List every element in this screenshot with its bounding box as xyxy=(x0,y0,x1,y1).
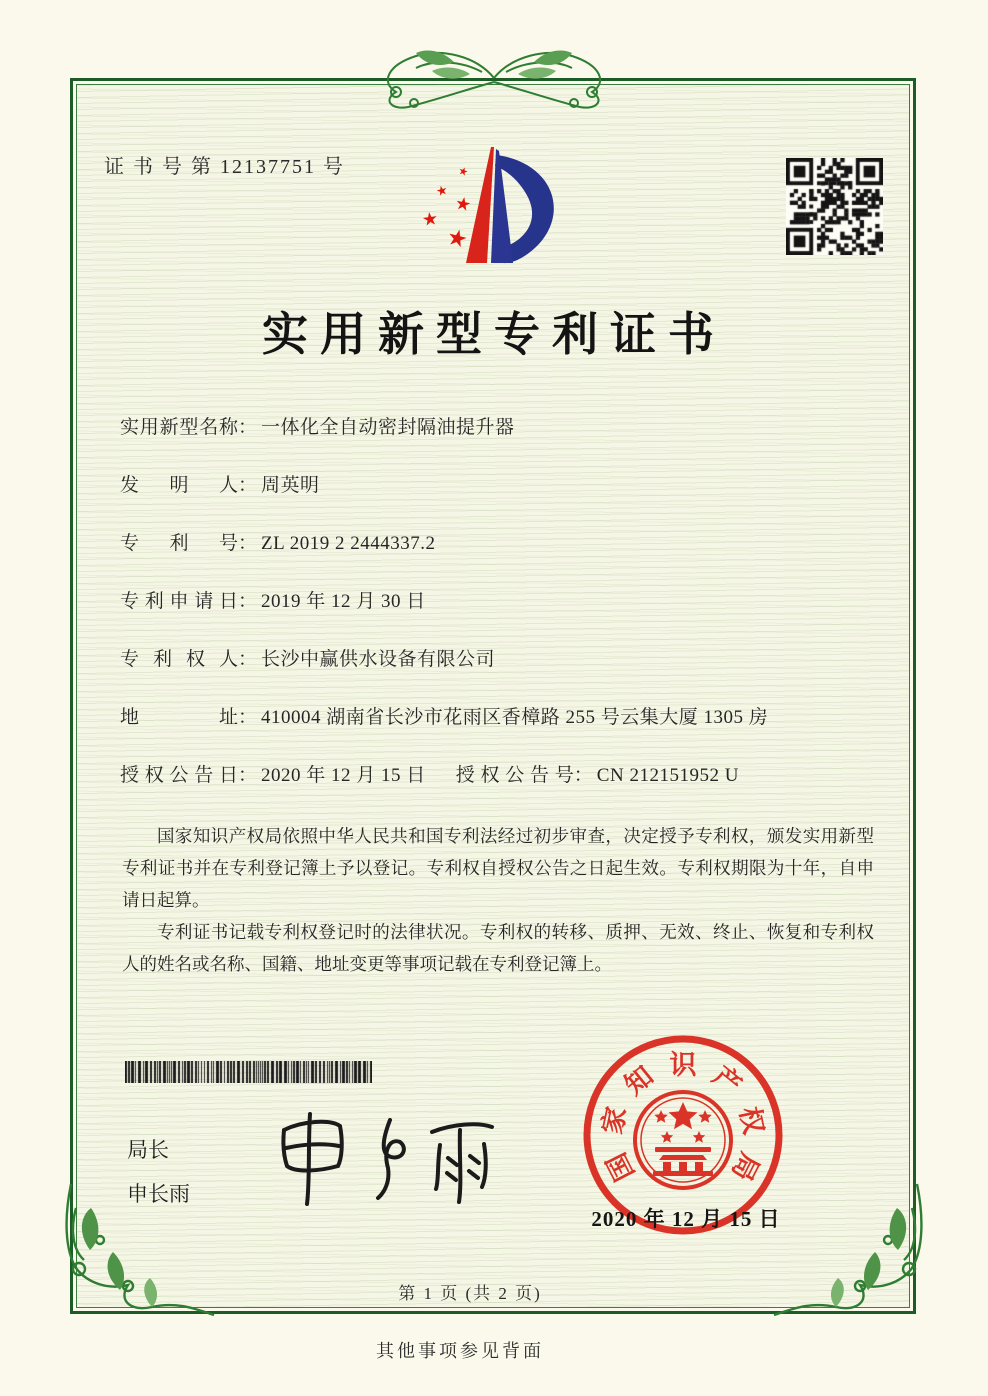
field-row xyxy=(120,763,880,821)
seal-character: 识 xyxy=(669,1050,697,1080)
cnipa-patent-logo-icon xyxy=(400,143,600,295)
field-label: 授权公告号 xyxy=(455,765,574,786)
legal-paragraph: 国家知识产权局依照中华人民共和国专利法经过初步审查，决定授予专利权，颁发实用新型专利证书并在专利登记簿上予以登记。专利权自授权公告之日起生效。专利权期限为十年，自申请日起算。 xyxy=(122,826,874,910)
logo-star-icon: ★ xyxy=(453,192,473,216)
seal-character: 知 xyxy=(619,1060,659,1101)
field-value: 2020 年 12 月 15 日 xyxy=(261,765,426,786)
seal-character: 权 xyxy=(733,1104,769,1137)
field-value: 一体化全自动密封隔油提升器 xyxy=(261,417,515,438)
logo-star-icon: ★ xyxy=(444,223,471,254)
field-row xyxy=(120,531,880,589)
field-row xyxy=(120,589,880,647)
field-pair xyxy=(120,475,320,496)
field-pair xyxy=(120,533,436,554)
field-row xyxy=(120,647,880,705)
legal-text xyxy=(122,820,874,980)
logo-star-icon: ★ xyxy=(456,164,470,180)
field-pair xyxy=(120,649,495,670)
field-pair xyxy=(120,591,426,612)
back-side-note: 其他事项参见背面 xyxy=(376,1341,544,1361)
field-pair xyxy=(120,417,515,438)
field-colon: ： xyxy=(238,417,258,438)
field-label: 实用新型名称 xyxy=(120,417,238,438)
director-signature-icon xyxy=(262,1100,512,1218)
border-ornament-top-icon xyxy=(330,40,658,116)
field-colon: ： xyxy=(238,533,258,554)
field-colon: ： xyxy=(238,475,258,496)
national-emblem-icon xyxy=(653,1102,713,1176)
logo-star-icon: ★ xyxy=(420,207,440,231)
page-number-label: 第 1 页 (共 2 页) xyxy=(398,1284,542,1303)
field-rows xyxy=(120,415,880,821)
field-colon: ： xyxy=(238,649,258,670)
field-row xyxy=(120,473,880,531)
field-label: 专利权人 xyxy=(120,649,238,670)
field-pair xyxy=(456,765,739,786)
field-colon: ： xyxy=(238,765,258,786)
field-value: ZL 2019 2 2444337.2 xyxy=(261,533,436,554)
border-ornament-bottom-right-icon xyxy=(768,1178,932,1330)
seal-character: 产 xyxy=(707,1060,747,1101)
director-title: 局长 xyxy=(127,1138,169,1162)
field-value: 2019 年 12 月 30 日 xyxy=(261,591,426,612)
field-colon: ： xyxy=(573,765,593,786)
certificate-number: 证 书 号 第 12137751 号 xyxy=(104,156,345,178)
field-label: 授权公告日 xyxy=(120,765,238,786)
seal-character: 局 xyxy=(725,1147,765,1186)
field-row xyxy=(120,415,880,473)
field-pair xyxy=(120,765,426,786)
logo-star-icon: ★ xyxy=(434,181,450,200)
field-label: 发明人 xyxy=(120,475,238,496)
field-colon: ： xyxy=(238,707,258,728)
field-value: CN 212151952 U xyxy=(596,765,739,786)
legal-paragraph: 专利证书记载专利权登记时的法律状况。专利权的转移、质押、无效、终止、恢复和专利权人的姓名或名称、国籍、地址变更等事项记载在专利登记簿上。 xyxy=(122,922,874,974)
field-label: 地址 xyxy=(120,707,238,728)
field-colon: ： xyxy=(238,591,258,612)
director-name: 申长雨 xyxy=(127,1182,190,1206)
field-value: 周英明 xyxy=(261,475,320,496)
field-row xyxy=(120,705,880,763)
qr-code-icon xyxy=(786,158,883,255)
field-label: 专利申请日 xyxy=(120,591,238,612)
field-pair xyxy=(120,707,768,728)
field-value: 410004 湖南省长沙市花雨区香樟路 255 号云集大厦 1305 房 xyxy=(261,707,769,728)
seal-date: 2020 年 12 月 15 日 xyxy=(591,1207,781,1231)
seal-character: 家 xyxy=(597,1104,633,1137)
barcode-icon xyxy=(125,1061,372,1083)
certificate-title: 实用新型专利证书 xyxy=(262,309,726,360)
field-label: 专利号 xyxy=(120,533,238,554)
seal-character: 国 xyxy=(601,1147,641,1186)
field-value: 长沙中赢供水设备有限公司 xyxy=(261,649,496,670)
director-block xyxy=(127,1128,190,1216)
